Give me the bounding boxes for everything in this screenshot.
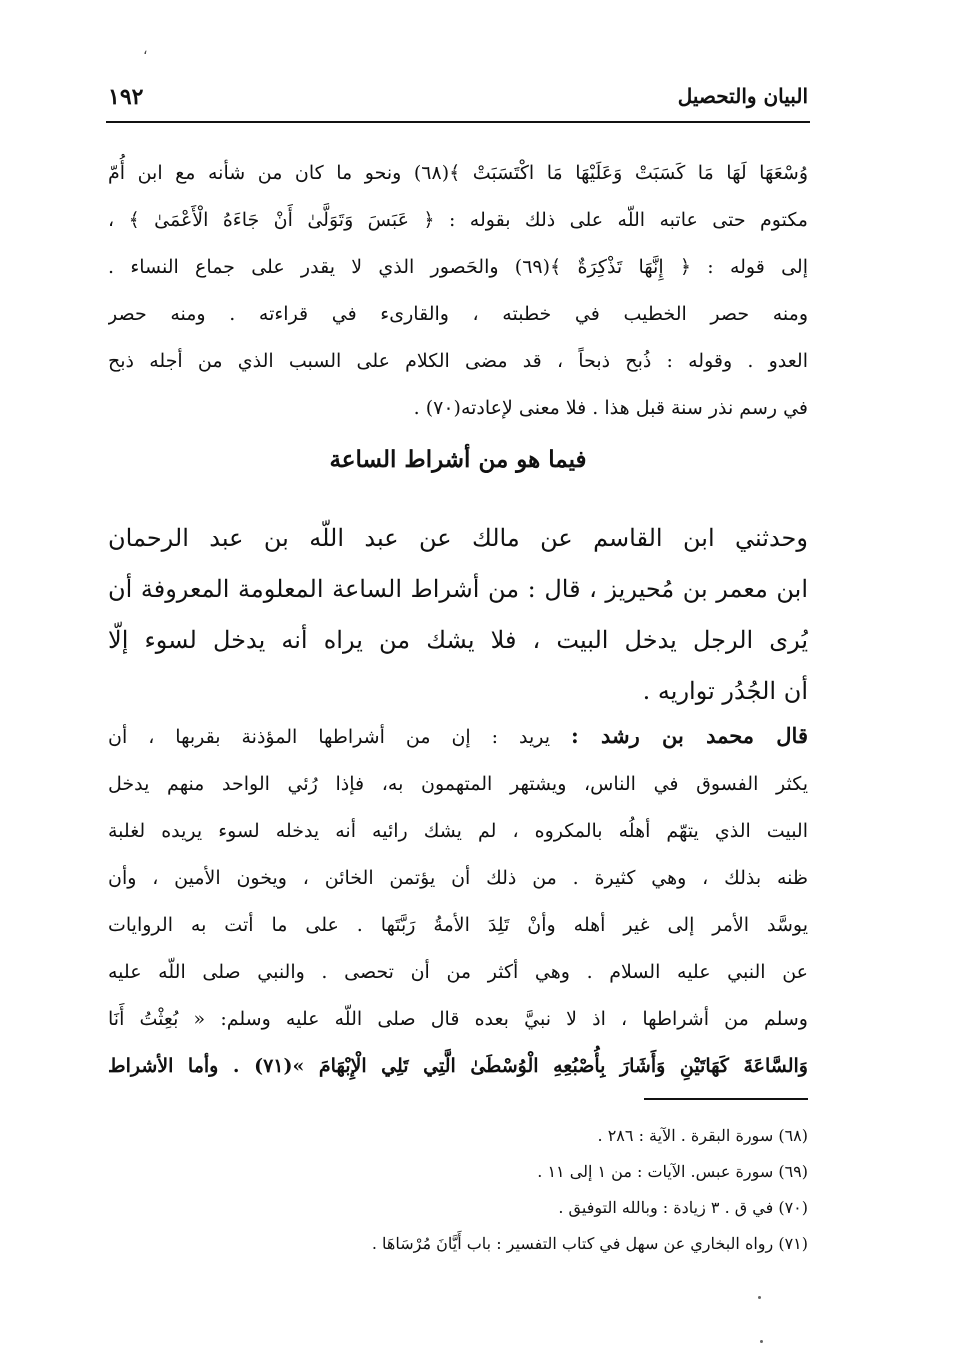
text-line: وسلم من أشراطها ، اذ لا نبيَّ بعده قال صلى اللّه عليه وسلم: « بُعِثْتُ أَنَا: [108, 1008, 808, 1030]
text-line: البيت الذي يتهّم أهلُه بالمكروه ، لم يشك رائيه أنه يدخله لسوء يريده لغلبة: [108, 820, 808, 842]
header-rule: [106, 121, 810, 123]
section-heading: فيما هو من أشراط الساعة: [329, 446, 587, 473]
footnote: (٧٠) في ق . ٣ زيادة : وبالله التوفيق .: [558, 1198, 808, 1217]
page-header: [108, 84, 808, 118]
text-line: عن النبي عليه السلام . وهي أكثر من أن تحصى . والنبي صلى اللّه عليه: [108, 961, 808, 983]
text-line: يُرى الرجل يدخل البيت ، فلا يشك من يراه أنه يدخل لسوء إلّا: [108, 626, 808, 654]
commentary-paragraph: [108, 712, 808, 1090]
text-line: ابن معمر بن مُحيريز ، قال : من أشراط الساعة المعلومة المعروفة أن: [108, 575, 808, 603]
page-number: ١٩٢: [108, 84, 144, 110]
footnote: (٧١) رواه البخاري عن سهل في كتاب التفسير : باب أَيَّانَ مُرْسَاهَا .: [371, 1234, 808, 1253]
text-line: يكثر الفسوق في الناس، ويشتهر المتهمون به، فإذا رُئي الواحد منهم يدخل: [108, 773, 808, 795]
text-line: [108, 712, 808, 761]
footnotes: [108, 1118, 808, 1262]
running-title: البيان والتحصيل: [677, 84, 808, 108]
text-line: ومنه حصر الخطيب في خطبته ، والقارىء في قراءته . ومنه حصر: [108, 303, 808, 325]
footnote: (٦٨) سورة البقرة . الآية : ٢٨٦ .: [597, 1126, 808, 1145]
text-line: في رسم نذر سنة قبل هذا . فلا معنى لإعادته(٧٠) .: [413, 397, 808, 419]
text-line: العدو . وقوله : ذُبح ذبحاً ، قد مضى الكلام على السبب الذي من أجله ذبح: [108, 350, 808, 372]
text-line: وحدثني ابن القاسم عن مالك عن عبد اللّه بن عبد الرحمان: [108, 524, 808, 552]
text-line: مكتوم حتى عاتبه اللّه على ذلك بقوله : ﴿ عَبَسَ وَتَوَلَّىٰ أَنْ جَاءَهُ الْأَعْمَىٰ ﴾ ،: [108, 209, 808, 231]
footnote: (٦٩) سورة عبس. الآيات : من ١ إلى ١١ .: [537, 1162, 808, 1181]
commentator-name: قال محمد بن رشد :: [571, 723, 808, 748]
text-line: إلى قوله : ﴿ إِنَّهَا تَذْكِرَةٌ ﴾(٦٩) والحَصور الذي لا يقدر على جماع النساء .: [108, 256, 808, 278]
text-line: وَالسَّاعَةَ كَهَاتَيْنِ وَأَشَارَ بِأُصْبُعِهِ الْوُسْطَىٰ الَّتِي تَلِي الْإِبْهَامَ »(٧١) . وأما الأشراط: [108, 1055, 808, 1077]
speck: [760, 1340, 763, 1343]
text-fragment: يريد : إن من أشراطها المؤذنة بقربها ، أن: [108, 726, 572, 748]
stray-mark: ،: [143, 42, 148, 58]
text-line: يوسَّد الأمر إلى غير أهله وأنْ تَلِدَ الأمةُ رَبَّتَها . على ما أتت به الروايات: [108, 914, 808, 936]
text-line: ظنه بذلك ، وهي كثيرة . من ذلك أن يؤتمن الخائن ، ويخون الأمين ، وأن: [108, 867, 808, 889]
hadith-paragraph: [108, 513, 808, 717]
paragraph-continued: [108, 150, 808, 432]
text-line: وُسْعَهَا لَهَا مَا كَسَبَتْ وَعَلَيْهَا مَا اكْتَسَبَتْ ﴾(٦٨) ونحو ما كان من شأنه مع ابن أُمّ: [108, 162, 808, 184]
text-line: أن الجُدُر تواريه .: [642, 677, 808, 705]
footnote-separator: [644, 1098, 808, 1100]
speck: [758, 1296, 761, 1299]
